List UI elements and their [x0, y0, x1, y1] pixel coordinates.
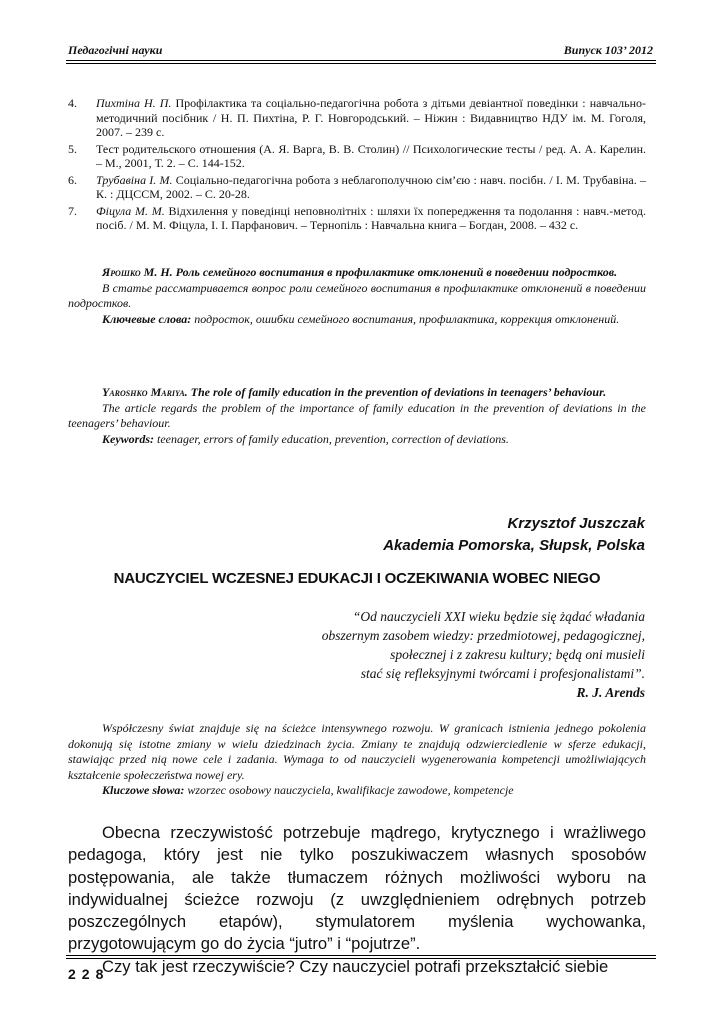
issue-label: Випуск 103’ 2012: [563, 43, 653, 57]
reference-number: 7.: [68, 203, 77, 218]
keywords-text: wzorzec osobowy nauczyciela, kwalifikacje zawodowe, kompetencje: [184, 783, 514, 797]
abstract-russian: [68, 265, 646, 327]
header-rule: [66, 60, 656, 61]
keywords-text: teenager, errors of family education, prevention, correction of deviations.: [154, 431, 509, 446]
footer-rule: [66, 955, 656, 956]
abstract-text: Współczesny świat znajduje się na ścieżce intensywnego rozwoju. W granicach istnienia jednego pokolenia dokonują się istotne zmiany w wielu dziedzinach życia. Zmiany te znajdują odzwierciedlenie w sferze edukacji, stawiając przed nią nowe cele i zadania. Wymaga to od nauczycieli wygenerowania kompetencji umożliwiających kształcenie społeczeństwa nowej ery.: [68, 721, 646, 782]
reference-text: Профілактика та соціально-педагогічна робота з дітьми девіантної поведінки : навчально-методичний посібник / Н. П. Пихтіна, Р. Г. Новгородський. – Ніжин : Видавництво НДУ ім. М. Гоголя, 2007. – 239 с.: [96, 96, 646, 139]
abstract-title: Роль семейного воспитания в профилактике отклонений в поведении подростков.: [172, 265, 618, 279]
reference-author: Трубавіна І. М.: [96, 172, 173, 187]
reference-number: 6.: [68, 172, 77, 187]
epigraph: [322, 607, 645, 702]
body-paragraph: Czy tak jest rzeczywiście? Czy nauczyciel potrafi przekształcić siebie: [102, 956, 609, 976]
journal-title: Педагогічні науки: [68, 43, 163, 57]
epigraph-line: obszernym zasobem wiedzy: przedmiotowej, pedagogicznej,: [321, 628, 645, 643]
reference-item: [68, 142, 646, 171]
epigraph-author: R. J. Arends: [576, 685, 645, 700]
epigraph-line: społecznej i z zakresu kultury; będą oni musieli: [390, 647, 645, 662]
abstract-author: Ярошко М. Н.: [102, 265, 173, 279]
reference-number: 4.: [68, 96, 77, 110]
author-affiliation: Akademia Pomorska, Słupsk, Polska: [383, 537, 645, 554]
reference-author: Пихтіна Н. П.: [96, 96, 172, 110]
abstract-polish: [68, 721, 646, 799]
page-number: 228: [68, 966, 110, 982]
abstract-text: В статье рассматривается вопрос роли семейного воспитания в профилактике отклонений в поведении подростков.: [68, 280, 646, 310]
article-author-block: [383, 513, 645, 557]
keywords-label: Ключевые слова:: [102, 311, 192, 326]
article-title: NAUCZYCIEL WCZESNEJ EDUKACJI I OCZEKIWANIA WOBEC NIEGO: [113, 570, 601, 587]
abstract-text: The article regards the problem of the importance of family education in the prevention of deviations in the teenagers’ behaviour.: [68, 400, 646, 430]
author-name: Krzysztof Juszczak: [507, 515, 645, 532]
reference-author: Фіцула М. М.: [96, 203, 165, 218]
abstract-author: Yaroshko Mariya.: [102, 385, 188, 399]
epigraph-line: “Od nauczycieli XXI wieku będzie się żądać władania: [352, 609, 645, 624]
reference-text: Відхилення у поведінці неповнолітніх : шляхи їх попередження та подолання : навч.-метод. посіб. / М. М. Фіцула, І. І. Парфанович. – Тернопіль : Навчальна книга – Богдан, 2008. – 432 с.: [96, 203, 646, 232]
body-paragraph: Obecna rzeczywistość potrzebuje mądrego, krytycznego i wrażliwego pedagoga, który jest nie tylko poszukiwaczem własnych sposobów postępowania, ale także tłumaczem różnych możliwości wyboru na indywidualnej ścieżce rozwoju (z uwzględnieniem odrębnych potrzeb poszczególnych etapów), stymulatorem myślenia wychowanka, przygotowującym go do życia “jutro” i “pojutrze”.: [68, 823, 646, 954]
keywords-label: Keywords:: [102, 431, 154, 446]
reference-item: [68, 96, 646, 140]
abstract-english: [68, 385, 646, 447]
reference-number: 5.: [68, 141, 77, 156]
keywords-text: подросток, ошибки семейного воспитания, профилактика, коррекция отклонений.: [191, 311, 620, 326]
footer-rule: [66, 958, 656, 959]
epigraph-line: stać się refleksyjnymi twórcami i profesjonalistami”.: [360, 666, 645, 681]
reference-item: [68, 204, 646, 233]
reference-text: Тест родительского отношения (А. Я. Варга, В. В. Столин) // Психологические тесты / ред. А. А. Карелин. – М., 2001, Т. 2. – С. 144-152.: [96, 141, 646, 170]
reference-list: [68, 96, 646, 235]
header-rule: [66, 63, 656, 64]
reference-text: Соціально-педагогічна робота з неблагополучною сім’єю : навч. посібн. / І. М. Трубавіна. – К. : ДЦССМ, 2002. – С. 20-28.: [96, 172, 646, 201]
abstract-title: The role of family education in the prevention of deviations in teenagers’ behaviour.: [187, 385, 607, 399]
keywords-label: Kluczowe słowa:: [102, 783, 185, 797]
reference-item: [68, 173, 646, 202]
